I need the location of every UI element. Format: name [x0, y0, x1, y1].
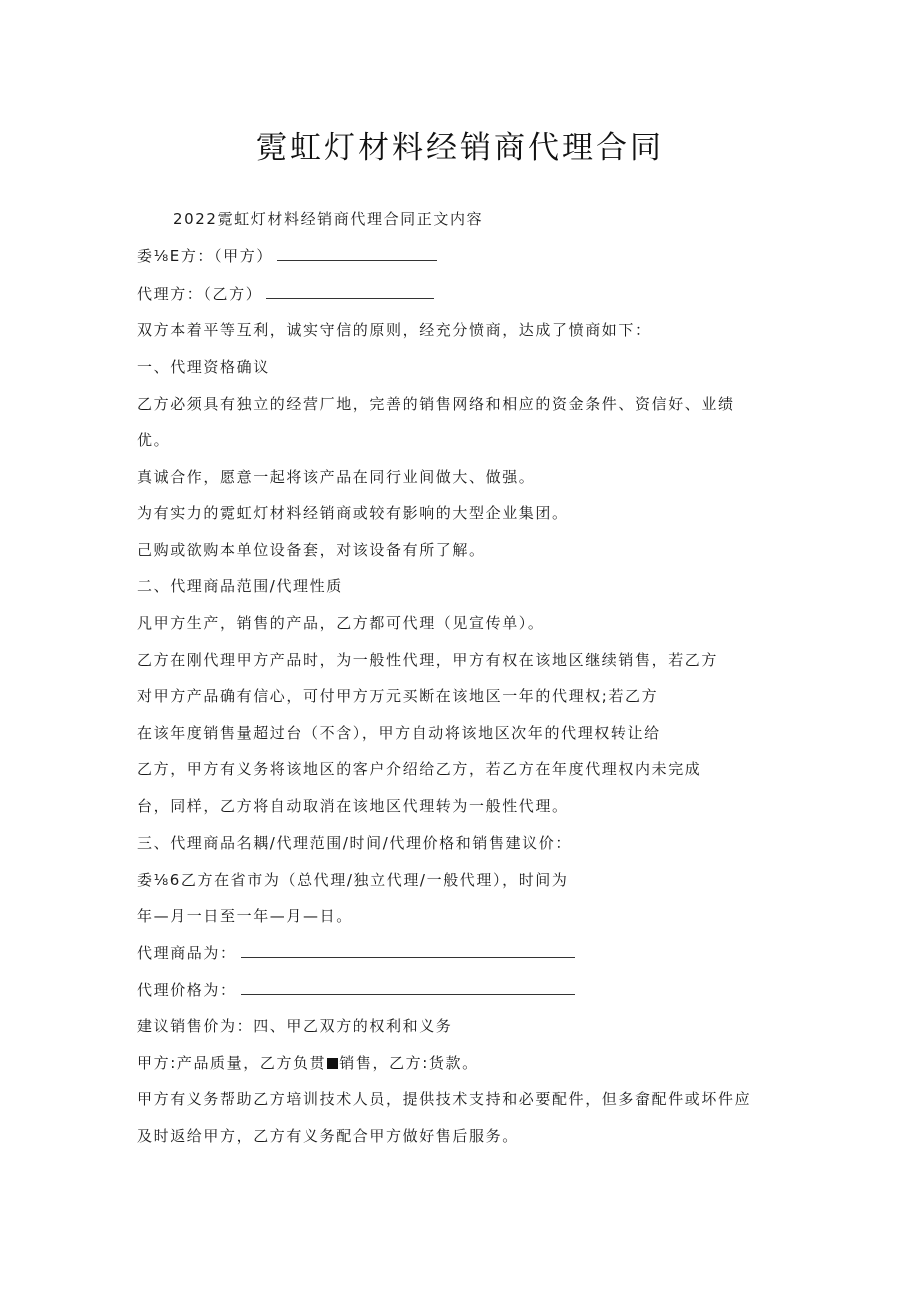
s2-p2-line1: 乙方在刚代理甲方产品时，为一般性代理，甲方有权在该地区继续销售，若乙方 — [137, 651, 719, 669]
s4-p2-line2: 及时返给甲方，乙方有义务配合甲方做好售后服务。 — [137, 1127, 519, 1145]
s1-p4: 己购或欲购本单位设备套，对该设备有所了解。 — [137, 541, 486, 559]
price-label: 代理价格为： — [137, 981, 237, 999]
section2-heading: 二、代理商品范围/代理性质 — [137, 577, 343, 595]
section3-heading: 三、代理商品名耦/代理范围/时间/代理价格和销售建议价： — [137, 834, 572, 852]
s1-p3: 为有实力的霓虹灯材料经销商或较有影响的大型企业集团。 — [137, 504, 569, 522]
suggest-price-line: 建议销售价为：四、甲乙双方的权利和义务 — [137, 1017, 453, 1035]
s2-p2-line3: 在该年度销售量超过台（不含），甲方自动将该地区次年的代理权转让给 — [137, 724, 661, 742]
goods-label: 代理商品为： — [137, 944, 237, 962]
preamble: 双方本着平等互利，诚实守信的原则，经充分愤商，达成了愤商如下： — [137, 321, 652, 339]
goods-blank — [241, 943, 575, 958]
s4-p1 — [137, 1053, 479, 1073]
s3-p1: 委⅛6乙方在省市为（总代理/独立代理/一般代理），时间为 — [137, 871, 569, 889]
s3-p2: 年—月一日至一年—月—日。 — [137, 907, 353, 925]
filled-square-icon — [327, 1058, 338, 1069]
s2-p2-line4: 乙方，甲方有义务将该地区的客户介绍给乙方，若乙方在年度代理权内未完成 — [137, 760, 702, 778]
price-blank — [241, 980, 575, 995]
price-line — [137, 980, 575, 1000]
party-b-label: 代理方：（乙方） — [137, 285, 263, 303]
s1-p1-line2: 优。 — [137, 431, 171, 449]
party-b-blank — [266, 284, 434, 299]
party-a-blank — [277, 246, 437, 261]
s1-p2: 真诚合作，愿意一起将该产品在同行业间做大、做强。 — [137, 468, 536, 486]
s4-p2-line1: 甲方有义务帮助乙方培训技术人员，提供技术支持和必要配件，但多畲配件或坏件应 — [137, 1090, 752, 1108]
party-a-line — [137, 246, 437, 266]
document-subtitle: 2022霓虹灯材料经销商代理合同正文内容 — [173, 210, 484, 228]
party-a-label: 委⅛E方：（甲方） — [137, 247, 273, 265]
goods-line — [137, 943, 575, 963]
document-title: 霓虹灯材料经销商代理合同 — [256, 130, 664, 166]
section1-heading: 一、代理资格确议 — [137, 358, 270, 376]
s2-p2-line2: 对甲方产品确有信心，可付甲方万元买断在该地区一年的代理权;若乙方 — [137, 687, 659, 705]
s4-p1-part-a: 甲方:产品质量，乙方负贯 — [137, 1054, 327, 1072]
s1-p1-line1: 乙方必须具有独立的经营厂地，完善的销售网络和相应的资金条件、资信好、业绩 — [137, 395, 735, 413]
party-b-line — [137, 284, 434, 304]
s4-p1-part-b: 销售，乙方:货款。 — [339, 1054, 479, 1072]
s2-p2-line5: 台，同样，乙方将自动取消在该地区代理转为一般性代理。 — [137, 797, 569, 815]
s2-p1: 凡甲方生产，销售的产品，乙方都可代理（见宣传单）。 — [137, 614, 545, 632]
